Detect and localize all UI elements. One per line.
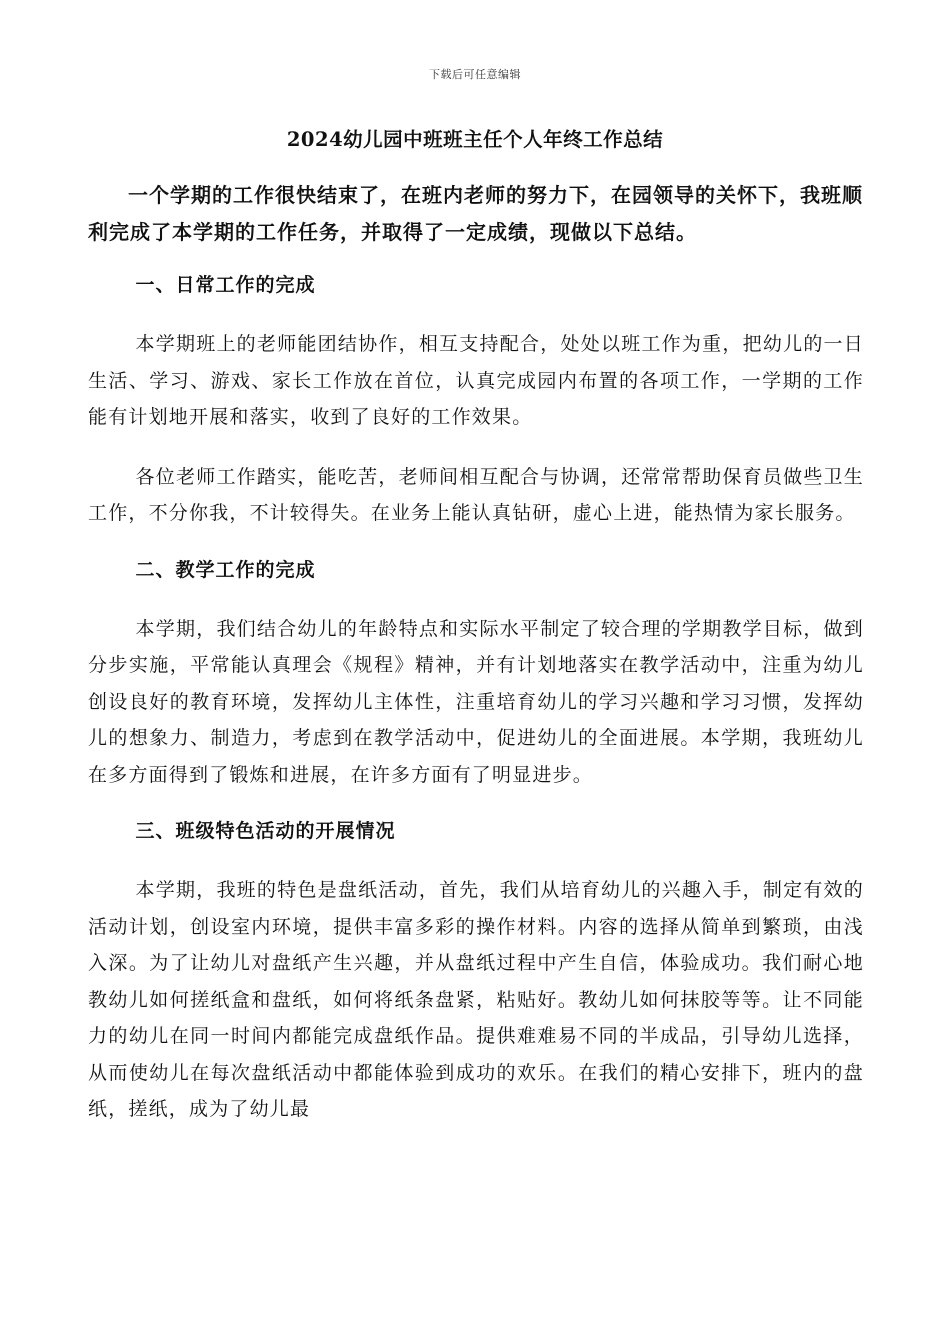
paragraph: 本学期班上的老师能团结协作，相互支持配合，处处以班工作为重，把幼儿的一日生活、学习、游戏、家长工作放在首位，认真完成园内布置的各项工作，一学期的工作能有计划地开展和落实，收到了良好的工作效果。 [88,333,864,428]
intro-paragraph: 一个学期的工作很快结束了，在班内老师的努力下，在园领导的关怀下，我班顺利完成了本学期的工作任务，并取得了一定成绩，现做以下总结。 [88,183,863,244]
document-body [88,177,864,1151]
section-heading: 二、教学工作的完成 [135,558,316,581]
paragraph: 各位老师工作踏实，能吃苦，老师间相互配合与协调，还常常帮助保育员做些卫生工作，不分你我，不计较得失。在业务上能认真钻研，虚心上进，能热情为家长服务。 [88,465,864,524]
document-title: 2024幼儿园中班班主任个人年终工作总结 [286,128,664,151]
section-teaching-work [88,555,864,794]
paragraph: 本学期，我班的特色是盘纸活动，首先，我们从培育幼儿的兴趣入手，制定有效的活动计划，创设室内环境，提供丰富多彩的操作材料。内容的选择从简单到繁琐，由浅入深。为了让幼儿对盘纸产生兴趣，并从盘纸过程中产生自信，体验成功。我们耐心地教幼儿如何搓纸盒和盘纸，如何将纸条盘紧，粘贴好。教幼儿如何抹胶等等。让不同能力的幼儿在同一时间内都能完成盘纸作品。提供难难易不同的半成品，引导幼儿选择，从而使幼儿在每次盘纸活动中都能体验到成功的欢乐。在我们的精心安排下，班内的盘纸，搓纸，成为了幼儿最 [88,879,864,1120]
header-note: 下载后可任意编辑 [429,68,521,81]
section-heading: 三、班级特色活动的开展情况 [135,820,396,842]
paragraph: 本学期，我们结合幼儿的年龄特点和实际水平制定了较合理的学期教学目标，做到分步实施，平常能认真理会《规程》精神，并有计划地落实在教学活动中，注重为幼儿创设良好的教育环境，发挥幼儿主体性，注重培育幼儿的学习兴趣和学习习惯，发挥幼儿的想象力、制造力，考虑到在教学活动中，促进幼儿的全面进展。本学期，我班幼儿在多方面得到了锻炼和进展，在许多方面有了明显进步。 [88,617,864,786]
section-daily-work [88,270,864,532]
section-heading: 一、日常工作的完成 [135,274,316,296]
section-special-activities [88,816,864,1128]
